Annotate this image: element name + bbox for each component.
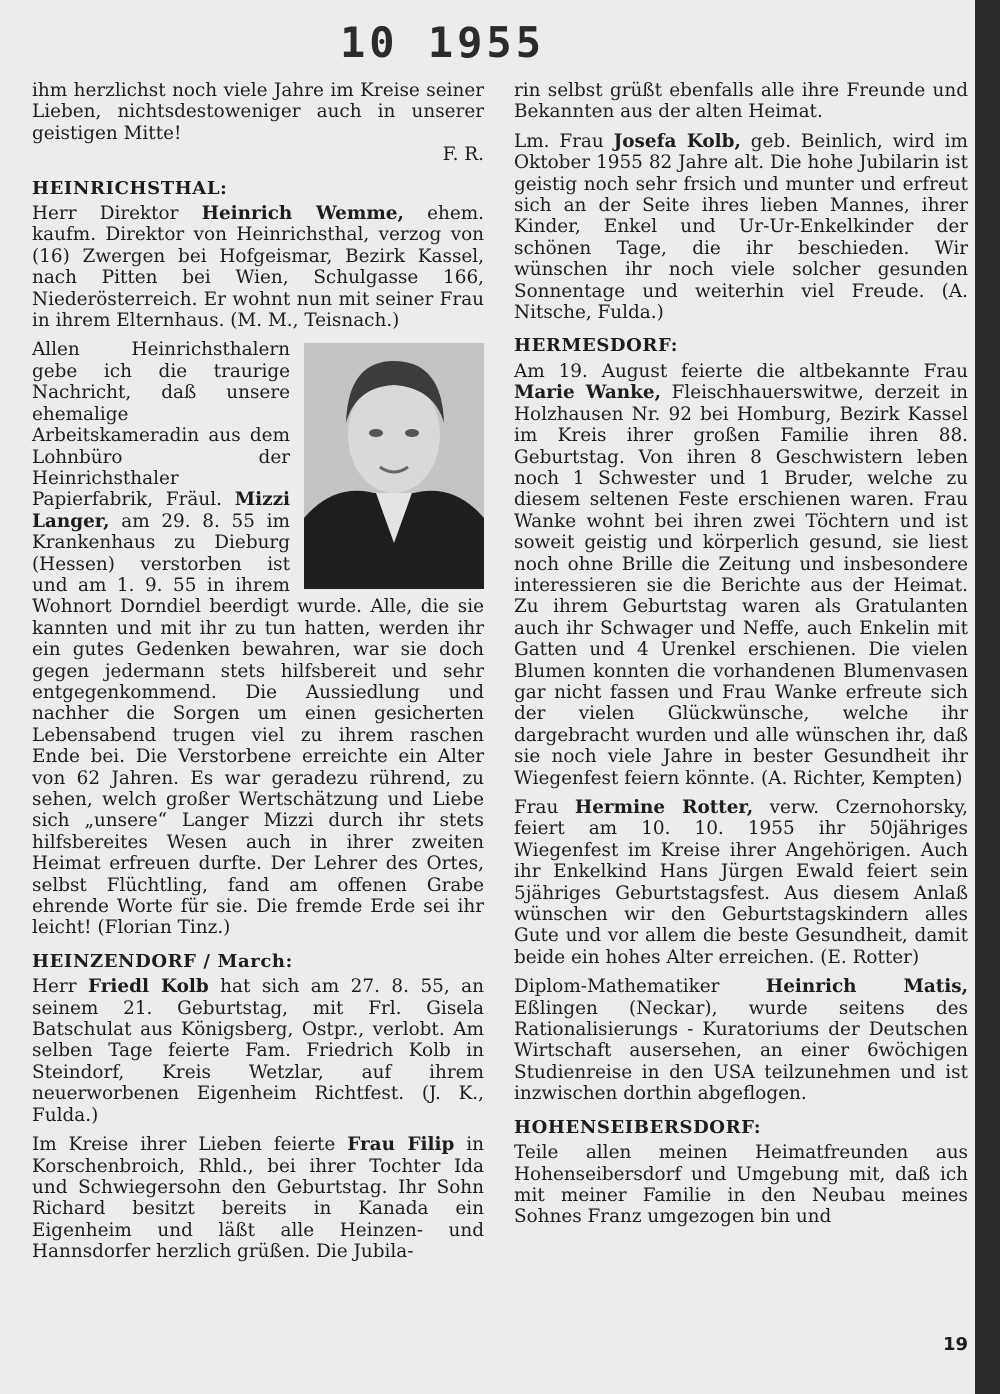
paragraph: Am 19. August feierte die altbekannte Frau Marie Wanke, Fleischhauerswitwe, derzeit in Holzhausen Nr. 92 bei Homburg, Bezirk Kassel im Kreis ihrer großen Familie ihren 88. Geburtstag. Von ihren 8 Geschwistern leben noch 1 Schwester und 1 Bruder, welche zu diesem seltenen Feste erschienen waren. Frau Wanke wohnt bei ihren zwei Töchtern und ist soweit geistig und körperlich gesund, sie liest noch ohne Brille die Zeitung und insbesondere interessieren sie die Berichte aus der Heimat. Zu ihrem Geburtstag waren als Gratulanten auch ihr Schwager und Neffe, auch Enkelin mit Gatten und 4 Urenkel erschienen. Die vielen Blumen konnten die vorhandenen Blumenvasen gar nicht fassen und Frau Wanke erfreute sich der vielen Glückwünsche, welche ihr dargebracht wurden und alle wünschen ihr, daß sie noch viele Jahre in bester Gesundheit ihr Wiegenfest feiern könnte. (A. Richter, Kempten) [514, 360, 968, 789]
paragraph: Diplom-Mathematiker Heinrich Matis, Eßlingen (Neckar), wurde seitens des Rationalisierungs - Kuratoriums der Deutschen Wirtschaft ausersehen, an einer 6wöchigen Studienreise in den USA teilzunehmen und ist inzwischen dorthin abgeflogen. [514, 976, 969, 1105]
page-number: 19 [943, 1334, 969, 1355]
issue-stamp: 10 1955 [340, 18, 546, 67]
section-heading-hermesdorf: HERMESDORF: [514, 335, 678, 357]
section-heading-heinrichsthal: HEINRICHSTHAL: [32, 177, 228, 199]
paragraph: ihm herzlichst noch viele Jahre im Kreise seiner Lieben, nichtsdestoweniger auch in unserer geistigen Mitte! F. R. [32, 80, 484, 166]
section-heading-hohenseibersdorf: HOHENSEIBERSDORF: [514, 1116, 762, 1138]
paragraph: rin selbst grüßt ebenfalls alle ihre Freunde und Bekannten aus der alten Heimat. [514, 80, 968, 123]
paragraph: Teile allen meinen Heimatfreunden aus Hohenseibersdorf und Umgebung mit, daß ich mit meiner Familie in den Neubau meines Sohnes Franz umgezogen bin und [514, 1142, 968, 1228]
right-column [514, 80, 968, 1236]
paragraph: Frau Hermine Rotter, verw. Czernohorsky, feiert am 10. 10. 1955 ihr 50jähriges Wiegenfest im Kreise ihrer Angehörigen. Auch ihr Enkelkind Hans Jürgen Ewald feiert sein 5jähriges Geburtstagsfest. Aus diesem Anlaß wünschen wir den Geburtstagskindern alles Gute und vor allem die beste Gesundheit, damit beide ein hohes Alter erreichen. (E. Rotter) [514, 797, 968, 968]
section-heading-heinzendorf: HEINZENDORF / March: [32, 950, 293, 972]
left-column [32, 80, 484, 1271]
paragraph: Lm. Frau Josefa Kolb, geb. Beinlich, wird im Oktober 1955 82 Jahre alt. Die hohe Jubilarin ist geistig noch sehr frsich und munter und erfreut sich an der Seite ihres lieben Mannes, ihrer Kinder, Enkel und Ur-Ur-Enkelkinder der schönen Tage, die ihr beschieden. Wir wünschen ihr noch viele solcher gesunden Sonnentage und weiterhin viel Freude. (A. Nitsche, Fulda.) [514, 130, 968, 324]
paragraph: Herr Direktor Heinrich Wemme, ehem. kaufm. Direktor von Heinrichsthal, verzog von (16) Zwergen bei Hofgeismar, Bezirk Kassel, nach Pitten bei Wien, Schulgasse 166, Niederösterreich. Er wohnt nun mit seiner Frau in ihrem Elternhaus. (M. M., Teisnach.) [32, 203, 484, 332]
portrait-image [304, 343, 484, 589]
paragraph-obituary: Allen Heinrichsthalern gebe ich die traurige Nachricht, daß unsere ehemalige Arbeitskameradin aus dem Lohnbüro der Heinrichsthaler Papierfabrik, Fräul. Mizzi Langer, am 29. 8. 55 im Krankenhaus zu Dieburg (Hessen) verstorben ist und am 1. 9. 55 in ihrem Wohnort Dorndiel beerdigt wurde. Alle, die sie kannten und mit ihr zu tun hatten, werden ihr ein gutes Gedenken bewahren, war sie doch gegen jedermann stets hilfsbereit und sehr entgegenkommend. Die Aussiedlung und nachher die Sorgen um einen gesicherten Lebensabend trugen viel zu ihrem raschen Ende bei. Die Verstorbene erreichte ein Alter von 62 Jahren. Es war geradezu rührend, zu sehen, welch großer Wertschätzung und Liebe sich „unsere“ Langer Mizzi durch ihr stets hilfsbereites Wesen auch in ihrer zweiten Heimat erfreuen durfte. Der Lehrer des Ortes, selbst Flüchtling, fand am offenen Grabe ehrende Worte für sie. Die fremde Erde sei ihr leicht! (Florian Tinz.) [32, 339, 484, 939]
paragraph: Herr Friedl Kolb hat sich am 27. 8. 55, an seinem 21. Geburtstag, mit Frl. Gisela Batschulat aus Königsberg, Ostpr., verlobt. Am selben Tage feierte Fam. Friedrich Kolb in Steindorf, Kreis Wetzlar, auf ihrem neuerworbenen Eigenheim Richtfest. (J. K., Fulda.) [32, 976, 484, 1126]
page-edge [975, 0, 1000, 1394]
paragraph: Im Kreise ihrer Lieben feierte Frau Filip in Korschenbroich, Rhld., bei ihrer Tochter Ida und Schwiegersohn den Geburtstag. Ihr Sohn Richard besitzt bereits in Kanada ein Eigenheim und läßt alle Heinzen- und Hannsdorfer herzlich grüßen. Die Jubila- [32, 1134, 484, 1263]
portrait-photo [304, 343, 484, 589]
signoff: F. R. [442, 144, 484, 166]
